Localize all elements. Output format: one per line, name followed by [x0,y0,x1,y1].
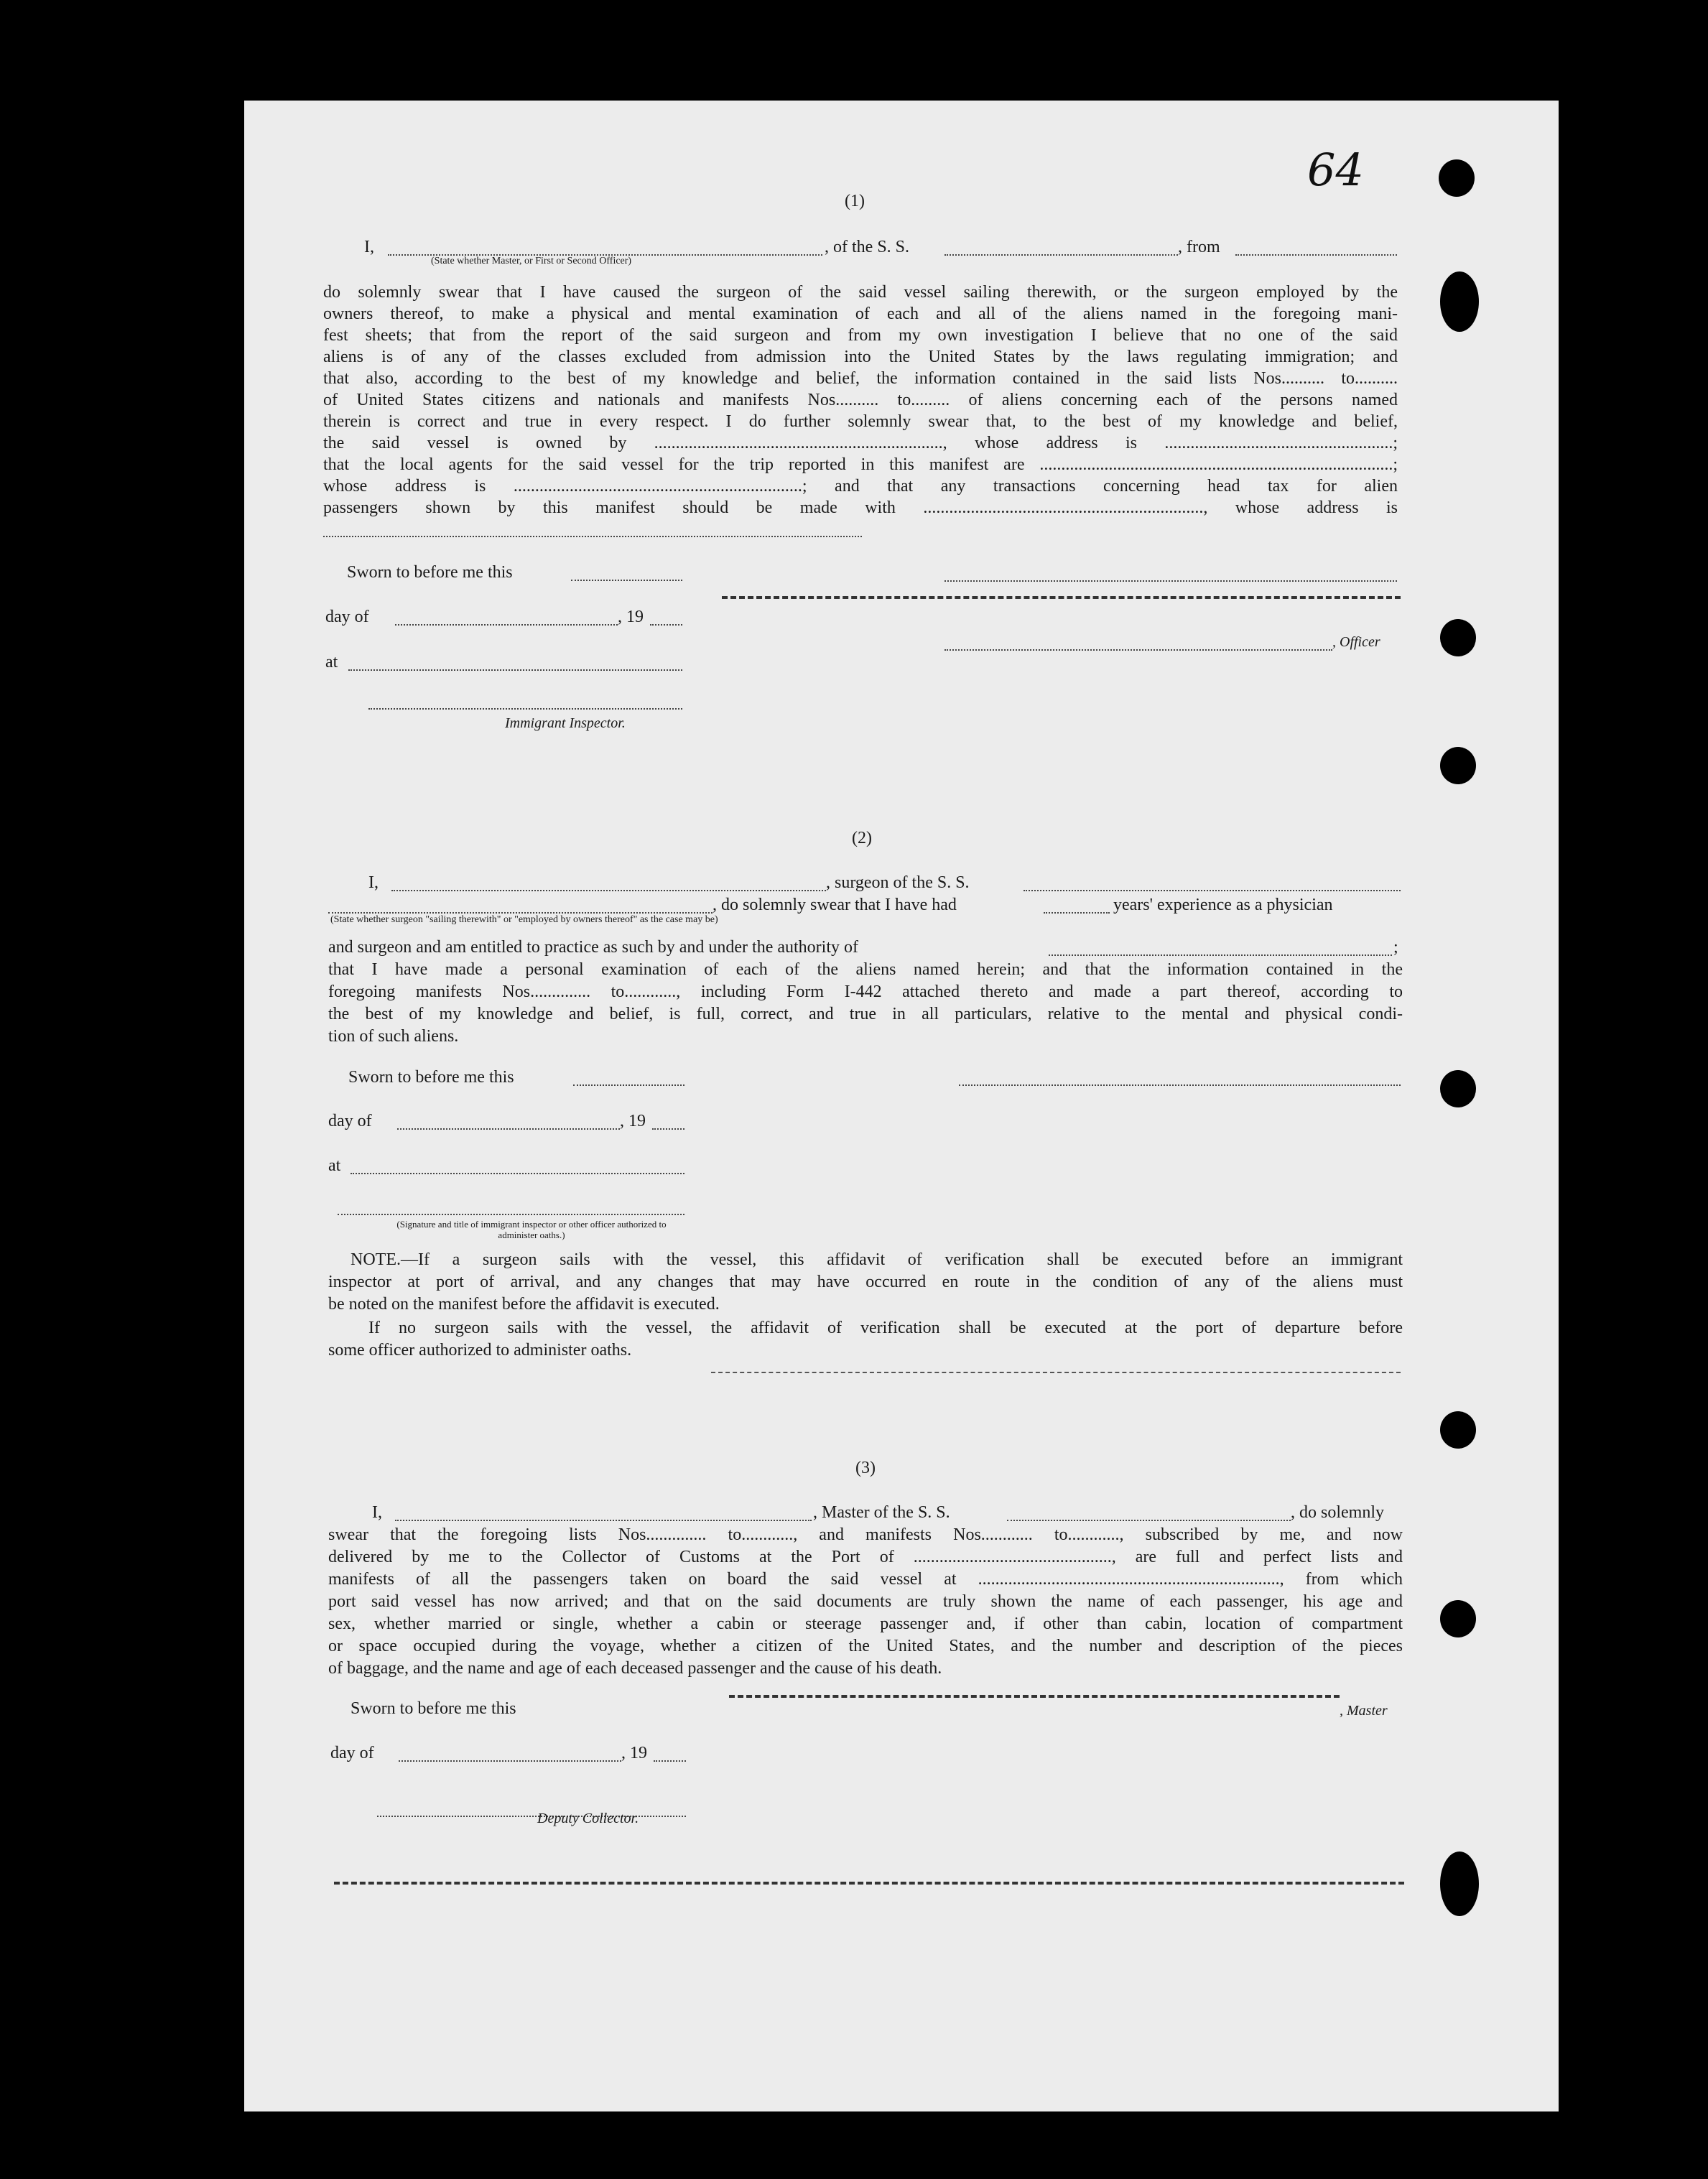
immigrant-inspector-label: Immigrant Inspector. [505,715,626,731]
punch-hole [1440,619,1476,656]
note-line: NOTE.—If a surgeon sails with the vessel, this affidavit of verification shall be executed before an immigrant [351,1250,1403,1269]
at-blank[interactable] [351,1160,684,1174]
section2-day-of: day of [328,1112,372,1130]
punch-hole [1440,1600,1476,1637]
section1-para-line: fest sheets; that from the report of the said surgeon and from my own investigation I believe that no one of the said [323,326,1398,345]
section1-line1-of: , of the S. S. [825,238,910,256]
section3-name-blank[interactable] [395,1507,812,1521]
officer-label: , Officer [1332,634,1380,650]
section3-line1-i: I, [372,1503,382,1522]
section2-authority-end: ; [1393,938,1398,957]
section1-line1-sub: (State whether Master, or First or Second Officer) [431,256,632,266]
section1-para-line: therein is correct and true in every respect. I do further solemnly swear that, to the best of my knowledge and belief, [323,412,1398,431]
section3-para-line: or space occupied during the voyage, whether a citizen of the United States, and the number and description of the pieces [328,1637,1403,1655]
section1-para-line: do solemnly swear that I have caused the surgeon of the said vessel sailing therewith, or the surgeon employed by the [323,283,1398,302]
surgeon-name-blank[interactable] [391,877,826,891]
authority-blank[interactable] [1049,942,1392,956]
year-blank[interactable] [652,1115,684,1130]
officer-signature-line-top[interactable] [944,567,1397,582]
section3-para-line: delivered by me to the Collector of Customs at the Port of .............................................., are full and perfect lists and [328,1548,1403,1566]
section1-line1-from: , from [1178,238,1220,256]
section2-para-last: tion of such aliens. [328,1027,459,1046]
divider-dashed [722,596,1401,599]
note-divider [711,1372,1401,1373]
officer-signature-line[interactable] [944,636,1332,651]
inspector-signature-line[interactable] [368,695,682,710]
section1-at: at [325,653,338,672]
deputy-collector-label: Deputy Collector. [537,1811,639,1826]
section3-para-line: swear that the foregoing lists Nos.............. to............, and manifests Nos............ to............, subscribed by me, and now [328,1525,1403,1544]
master-signature-line[interactable] [729,1695,1340,1698]
section3-line1-master: , Master of the S. S. [813,1503,950,1522]
surgeon-signature-line[interactable] [959,1072,1401,1086]
punch-hole [1440,747,1476,784]
sworn-date-blank[interactable] [571,567,682,581]
surgeon-ship-blank[interactable] [1024,877,1401,891]
punch-hole [1439,159,1475,197]
address-continuation-blank[interactable] [323,523,862,537]
surgeon-status-blank[interactable] [328,899,713,914]
section2-sworn: Sworn to before me this [348,1068,514,1087]
ship-name-blank[interactable] [944,241,1178,256]
section2-year: , 19 [620,1112,646,1130]
section3-para-line: port said vessel has now arrived; and that on the said documents are truly shown the name of each passenger, his age and [328,1592,1403,1611]
section1-day-of: day of [325,608,369,626]
section1-para-line: whose address is ...................................................................; and that any transactions concerning head tax for alien [323,477,1398,496]
signature-title-note: (Signature and title of immigrant inspector or other officer authorized to administer oaths.) [396,1219,667,1240]
section3-day-of: day of [330,1744,374,1762]
section1-para-line: aliens is of any of the classes excluded from admission into the United States by the laws regulating immigration; and [323,348,1398,366]
section2-line2-swear: , do solemnly swear that I have had [713,896,957,914]
section2-line1-surgeon: , surgeon of the S. S. [826,873,970,892]
punch-hole [1440,1070,1476,1107]
section3-para-last: of baggage, and the name and age of each deceased passenger and the cause of his death. [328,1659,942,1678]
section1-para-line: passengers shown by this manifest should be made with ................................................................., whose address is [323,498,1398,517]
master-label: , Master [1340,1703,1388,1719]
section1-para-line: that also, according to the best of my knowledge and belief, the information contained in the said lists Nos.......... to.......... [323,369,1398,388]
section2-para-line: that I have made a personal examination of each of the aliens named herein; and that the information contained in the [328,960,1403,979]
section3-sworn: Sworn to before me this [351,1699,516,1718]
years-blank[interactable] [1044,899,1110,914]
master-blank[interactable] [388,241,822,256]
section2-line1-i: I, [368,873,379,892]
section1-para-line: the said vessel is owned by ..................................................................., whose address is .....................................................; [323,434,1398,452]
page-number: 64 [1307,144,1364,196]
punch-hole [1440,271,1479,332]
section3-para-line: sex, whether married or single, whether a cabin or steerage passenger and, if other than cabin, location of compartment [328,1614,1403,1633]
note-line: If no surgeon sails with the vessel, the affidavit of verification shall be executed at the port of departure before [368,1319,1403,1337]
note-line: inspector at port of arrival, and any changes that may have occurred en route in the condition of any of the aliens must [328,1273,1403,1291]
section1-para-line: owners thereof, to make a physical and mental examination of each and all of the aliens named in the foregoing mani- [323,305,1398,323]
section3-ship-blank[interactable] [1007,1507,1291,1521]
section3-para-line: manifests of all the passengers taken on board the said vessel at ......................................................................, from which [328,1570,1403,1589]
punch-hole [1440,1411,1476,1449]
section2-line2-years: years' experience as a physician [1113,896,1333,914]
section2-line2-sub: (State whether surgeon "sailing therewith" or "employed by owners thereof" as the case may be) [330,914,718,925]
section2-para-line: the best of my knowledge and belief, is full, correct, and true in all particulars, relative to the mental and physical condi- [328,1005,1403,1023]
section1-year: , 19 [618,608,644,626]
section3-year: , 19 [621,1744,647,1762]
section2-para-line: foregoing manifests Nos.............. to............, including Form I-442 attached thereto and made a part thereof, according to [328,982,1403,1001]
section1-line1-i: I, [364,238,374,256]
bottom-divider [334,1882,1404,1885]
year-blank[interactable] [650,611,682,626]
day-of-blank[interactable] [399,1747,621,1762]
section3-line1-solemnly: , do solemnly [1291,1503,1384,1522]
day-of-blank[interactable] [395,611,618,626]
section1-number: (1) [845,192,865,210]
year-blank[interactable] [654,1747,686,1762]
day-of-blank[interactable] [397,1115,620,1130]
section1-sworn: Sworn to before me this [347,563,513,582]
section2-para-line: and surgeon and am entitled to practice as such by and under the authority of [328,938,858,957]
section2-at: at [328,1156,341,1175]
collector-signature-line[interactable] [377,1803,686,1817]
section1-para-line: of United States citizens and nationals and manifests Nos.......... to......... of aliens concerning each of the persons named [323,391,1398,409]
sworn-date-blank[interactable] [573,1072,684,1086]
section3-number: (3) [855,1459,876,1477]
section1-para-line: that the local agents for the said vessel for the trip reported in this manifest are ..................................................................................; [323,455,1398,474]
punch-hole [1440,1852,1479,1916]
from-port-blank[interactable] [1235,241,1397,256]
at-blank[interactable] [348,656,682,671]
inspector-signature-line[interactable] [338,1201,684,1215]
note-line: some officer authorized to administer oaths. [328,1341,632,1360]
section2-number: (2) [852,829,872,847]
note-line: be noted on the manifest before the affidavit is executed. [328,1295,720,1314]
